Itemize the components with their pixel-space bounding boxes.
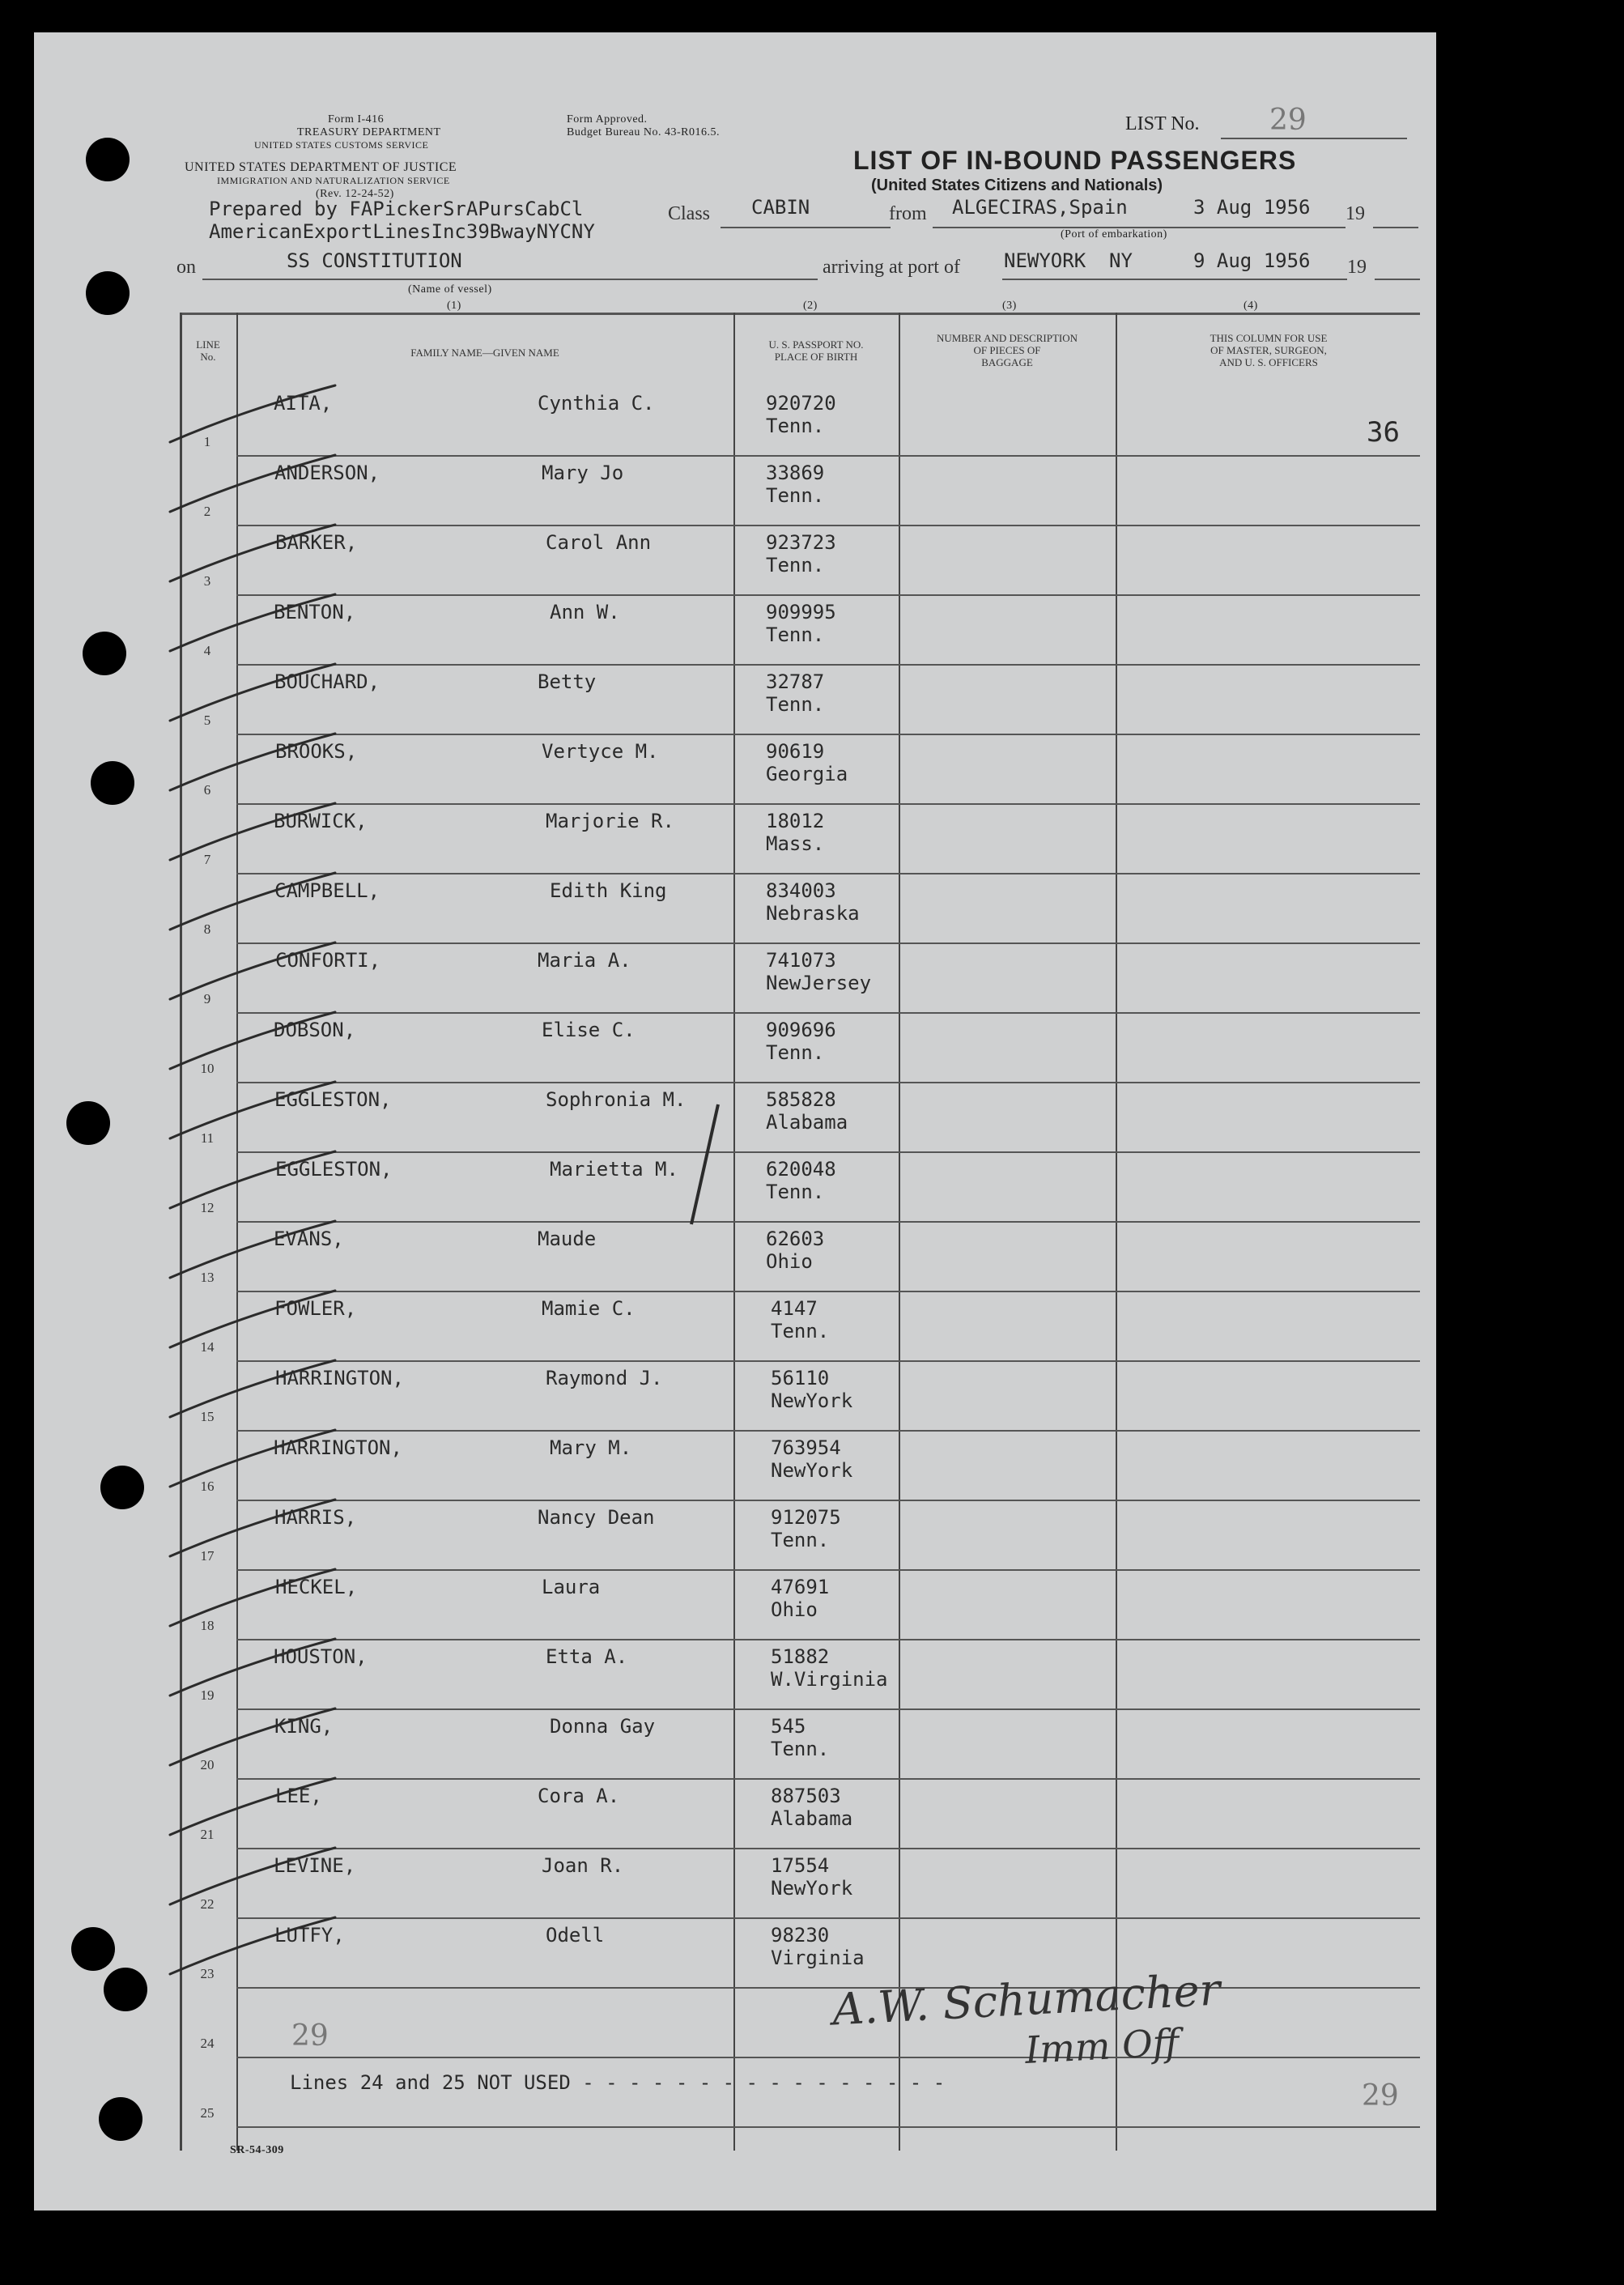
lines-not-used-note: Lines 24 and 25 NOT USED - - - - - - - - - - - - - - - -: [290, 2071, 946, 2094]
passport-no: 763954: [771, 1436, 841, 1459]
passport-no: 834003: [766, 879, 836, 902]
passport-no: 17554: [771, 1854, 830, 1877]
family-name: CAMPBELL,: [274, 879, 380, 902]
passport-no: 62603: [766, 1228, 825, 1250]
line-number: 22: [200, 1896, 215, 1912]
line-number: 21: [200, 1827, 215, 1842]
given-name: Marjorie R.: [546, 810, 674, 832]
given-name: Carol Ann: [546, 531, 652, 554]
footer-code: SR-54-309: [230, 2144, 284, 2156]
place-of-birth: Tenn.: [766, 415, 825, 437]
family-name: LUTFY,: [274, 1924, 345, 1947]
given-name: Mamie C.: [542, 1297, 636, 1320]
place-of-birth: Tenn.: [771, 1738, 830, 1760]
line-number: 2: [203, 504, 211, 519]
family-name: AITA,: [274, 392, 333, 415]
family-name: HOUSTON,: [274, 1645, 368, 1668]
place-of-birth: Tenn.: [766, 484, 825, 507]
family-name: BOUCHARD,: [274, 670, 380, 693]
place-of-birth: Tenn.: [766, 693, 825, 716]
line-number: 17: [200, 1548, 215, 1564]
budget-bureau: Budget Bureau No. 43-R016.5.: [567, 126, 720, 138]
vessel-name: SS CONSTITUTION: [287, 249, 462, 272]
place-of-birth: NewJersey: [766, 972, 872, 994]
passport-no: 33869: [766, 462, 825, 484]
family-name: KING,: [274, 1715, 334, 1738]
place-of-birth: Tenn.: [766, 623, 825, 646]
given-name: Betty: [538, 670, 597, 693]
family-name: BARKER,: [275, 531, 358, 554]
line-number: 20: [200, 1757, 215, 1772]
passport-no: 920720: [766, 392, 836, 415]
family-name: HECKEL,: [275, 1576, 358, 1598]
passport-no: 923723: [766, 531, 836, 554]
given-name: Maria A.: [538, 949, 631, 972]
place-of-birth: NewYork: [771, 1459, 853, 1482]
class-value: CABIN: [751, 196, 810, 219]
passport-no: 545: [771, 1715, 806, 1738]
on-label: on: [176, 257, 196, 278]
page-title: LIST OF IN-BOUND PASSENGERS: [853, 146, 1297, 175]
prepared-by-line2: AmericanExportLinesInc39BwayNYCNY: [209, 220, 595, 243]
line-number: 6: [203, 782, 211, 798]
given-name: Laura: [542, 1576, 601, 1598]
year-suffix-1: 19: [1346, 203, 1365, 224]
family-name: LEE,: [275, 1785, 322, 1807]
officer-note-row1: 36: [1367, 416, 1400, 449]
line-number: 7: [203, 852, 211, 867]
given-name: Mary Jo: [542, 462, 624, 484]
line-number: 12: [200, 1200, 215, 1215]
line-number: 18: [200, 1618, 215, 1633]
passport-no: 887503: [771, 1785, 841, 1807]
line-number: 19: [200, 1687, 215, 1703]
given-name: Maude: [538, 1228, 597, 1250]
given-name: Cora A.: [538, 1785, 620, 1807]
pencil-count-row24: 29: [291, 2019, 329, 2053]
family-name: LEVINE,: [274, 1854, 356, 1877]
line-number: 25: [200, 2105, 215, 2121]
dept-justice: UNITED STATES DEPARTMENT OF JUSTICE: [185, 160, 457, 174]
passport-no: 909696: [766, 1019, 836, 1041]
line-number: 8: [203, 921, 211, 937]
col-num-3: (3): [1002, 300, 1017, 312]
place-of-birth: Tenn.: [766, 1181, 825, 1203]
passport-no: 98230: [771, 1924, 830, 1947]
family-name: BURWICK,: [274, 810, 368, 832]
given-name: Joan R.: [542, 1854, 624, 1877]
passport-no: 585828: [766, 1088, 836, 1111]
year-suffix-2: 19: [1347, 257, 1367, 278]
place-of-birth: Tenn.: [766, 1041, 825, 1064]
manifest-page: [34, 32, 1436, 2211]
line-number: 3: [203, 573, 211, 589]
place-of-birth: Ohio: [771, 1598, 818, 1621]
given-name: Sophronia M.: [546, 1088, 687, 1111]
family-name: EGGLESTON,: [274, 1088, 392, 1111]
line-number: 13: [200, 1270, 215, 1285]
family-name: BROOKS,: [275, 740, 358, 763]
passport-no: 47691: [771, 1576, 830, 1598]
family-name: HARRINGTON,: [274, 1436, 402, 1459]
officer-signature: A.W. Schumacher: [831, 1964, 1222, 2036]
place-of-birth: Nebraska: [766, 902, 860, 925]
family-name: HARRINGTON,: [275, 1367, 404, 1389]
class-label: Class: [668, 203, 711, 224]
given-name: Ann W.: [550, 601, 620, 623]
col-num-4: (4): [1244, 300, 1258, 312]
given-name: Raymond J.: [546, 1367, 663, 1389]
passport-no: 909995: [766, 601, 836, 623]
passport-no: 90619: [766, 740, 825, 763]
place-of-birth: Alabama: [771, 1807, 853, 1830]
from-date: 3 Aug 1956: [1193, 196, 1311, 219]
passport-no: 4147: [771, 1297, 818, 1320]
col-num-1: (1): [447, 300, 461, 312]
given-name: Nancy Dean: [538, 1506, 655, 1529]
place-of-birth: Ohio: [766, 1250, 813, 1273]
dept-treasury: TREASURY DEPARTMENT: [297, 126, 441, 138]
place-of-birth: W.Virginia: [771, 1668, 888, 1691]
given-name: Vertyce M.: [542, 740, 659, 763]
family-name: FOWLER,: [274, 1297, 357, 1320]
given-name: Marietta M.: [550, 1158, 678, 1181]
family-name: BENTON,: [274, 601, 356, 623]
list-no-label: LIST No.: [1125, 113, 1200, 134]
place-of-birth: Tenn.: [766, 554, 825, 577]
line-number: 9: [203, 991, 211, 1006]
arriving-label: arriving at port of: [823, 257, 960, 278]
from-port: ALGECIRAS,Spain: [952, 196, 1128, 219]
place-of-birth: NewYork: [771, 1389, 853, 1412]
vessel-label: (Name of vessel): [408, 283, 492, 296]
list-no-value: 29: [1269, 104, 1307, 137]
passport-no: 912075: [771, 1506, 841, 1529]
line-number: 5: [203, 713, 211, 728]
family-name: ANDERSON,: [274, 462, 380, 484]
given-name: Edith King: [550, 879, 667, 902]
form-approved: Form Approved.: [567, 113, 648, 126]
place-of-birth: Tenn.: [771, 1529, 830, 1551]
family-name: EGGLESTON,: [275, 1158, 393, 1181]
officer-title-handwritten: Imm Off: [1023, 2020, 1180, 2072]
header-line-no: LINE No.: [196, 338, 220, 363]
header-name: FAMILY NAME—GIVEN NAME: [410, 347, 559, 359]
dept-customs: UNITED STATES CUSTOMS SERVICE: [254, 139, 429, 151]
passport-no: 741073: [766, 949, 836, 972]
passport-no: 56110: [771, 1367, 830, 1389]
line-number: 1: [203, 434, 211, 449]
passport-no: 620048: [766, 1158, 836, 1181]
form-number: Form I-416: [328, 113, 385, 126]
place-of-birth: NewYork: [771, 1877, 853, 1900]
prepared-by: Prepared by FAPickerSrAPursCabCl: [209, 198, 584, 220]
family-name: EVANS,: [274, 1228, 344, 1250]
passport-no: 51882: [771, 1645, 830, 1668]
given-name: Mary M.: [550, 1436, 632, 1459]
passenger-table: [34, 32, 1436, 2211]
line-number: 11: [200, 1130, 215, 1146]
arrival-port: NEWYORK NY: [1004, 249, 1133, 272]
given-name: Donna Gay: [550, 1715, 656, 1738]
passport-no: 32787: [766, 670, 825, 693]
pencil-count-footer: 29: [1362, 2079, 1399, 2113]
line-number: 4: [203, 643, 211, 658]
page-subtitle: (United States Citizens and Nationals): [871, 177, 1163, 194]
col-num-2: (2): [803, 300, 818, 312]
given-name: Etta A.: [546, 1645, 628, 1668]
line-number: 10: [200, 1061, 215, 1076]
place-of-birth: Alabama: [766, 1111, 848, 1134]
given-name: Elise C.: [542, 1019, 636, 1041]
family-name: DOBSON,: [274, 1019, 356, 1041]
arrival-date: 9 Aug 1956: [1193, 249, 1311, 272]
given-name: Odell: [546, 1924, 605, 1947]
passport-no: 18012: [766, 810, 825, 832]
line-number: 24: [200, 2036, 215, 2051]
family-name: HARRIS,: [274, 1506, 357, 1529]
place-of-birth: Georgia: [766, 763, 848, 785]
dept-ins: IMMIGRATION AND NATURALIZATION SERVICE: [217, 175, 450, 186]
line-number: 23: [200, 1966, 215, 1981]
line-number: 14: [200, 1339, 215, 1355]
from-label: from: [889, 203, 927, 224]
family-name: CONFORTI,: [275, 949, 381, 972]
place-of-birth: Tenn.: [771, 1320, 830, 1342]
header-baggage: NUMBER AND DESCRIPTION OF PIECES OF BAGGAGE: [936, 332, 1078, 368]
header-passport: U. S. PASSPORT NO. PLACE OF BIRTH: [768, 338, 864, 363]
header-officers: THIS COLUMN FOR USE OF MASTER, SURGEON, AND U. S. OFFICERS: [1209, 332, 1328, 368]
line-number: 15: [200, 1409, 215, 1424]
place-of-birth: Mass.: [766, 832, 825, 855]
place-of-birth: Virginia: [771, 1947, 865, 1969]
line-number: 16: [200, 1479, 215, 1494]
embark-label: (Port of embarkation): [1061, 228, 1167, 240]
given-name: Cynthia C.: [538, 392, 655, 415]
form-revision: (Rev. 12-24-52): [316, 188, 394, 200]
